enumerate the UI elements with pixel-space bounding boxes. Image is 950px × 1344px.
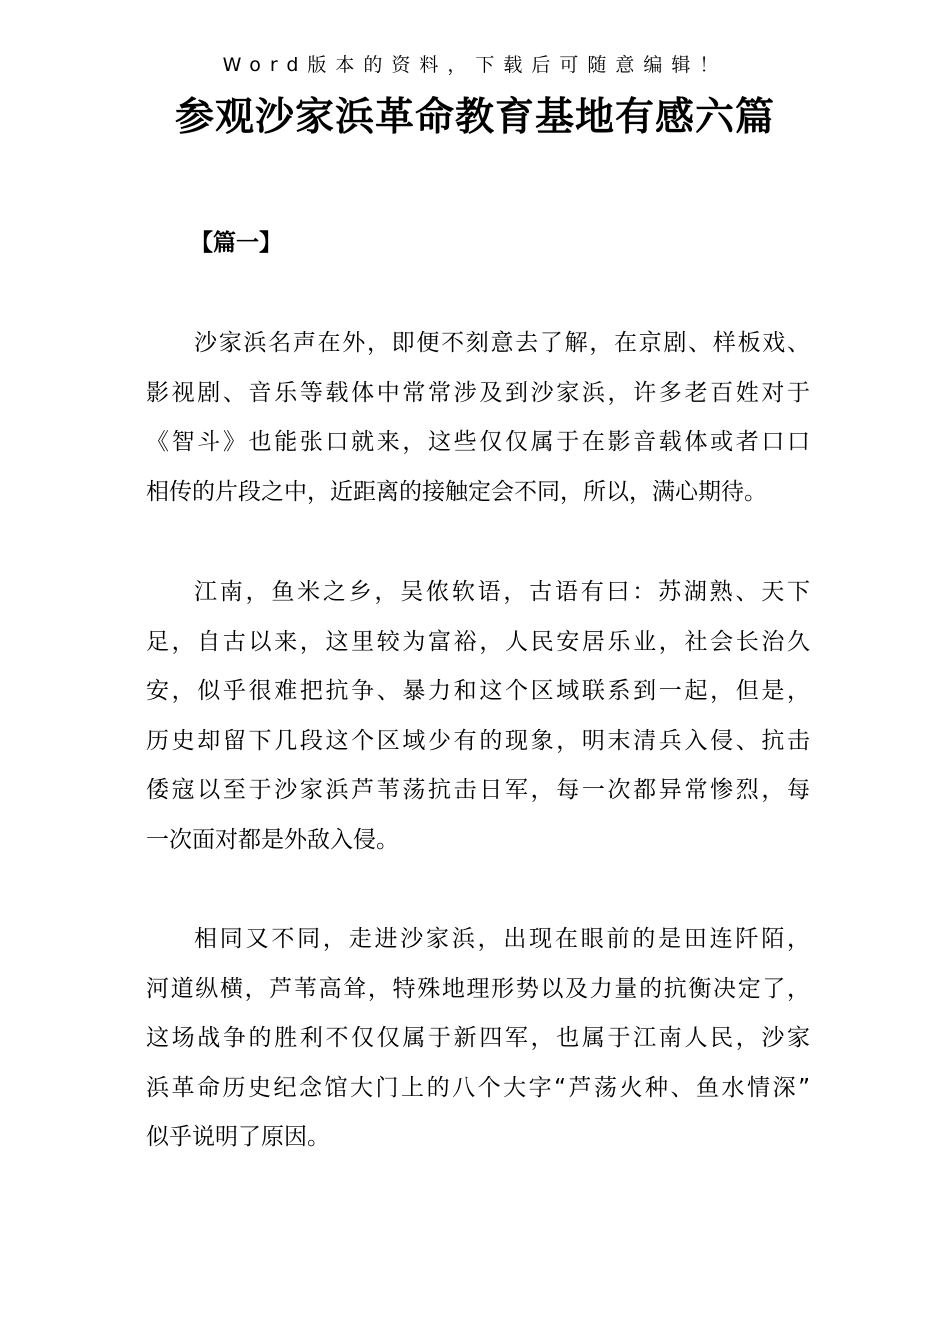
paragraph-line: 这场战争的胜利不仅仅属于新四军，也属于江南人民，沙家 (146, 1025, 810, 1052)
paragraph-line: 相同又不同，走进沙家浜，出现在眼前的是田连阡陌， (194, 926, 810, 952)
paragraph-line: 浜革命历史纪念馆大门上的八个大字“芦荡火种、鱼水情深” (146, 1074, 810, 1101)
page-title: 参观沙家浜革命教育基地有感六篇 (174, 95, 775, 140)
paragraph-2 (146, 568, 810, 866)
paragraph-line: 似乎说明了原因。 (146, 1124, 330, 1151)
paragraph-line: 江南，鱼米之乡，吴侬软语，古语有曰：苏湖熟、天下 (194, 579, 810, 605)
paragraph-line: 足，自古以来，这里较为富裕，人民安居乐业，社会长治久 (146, 628, 810, 655)
paragraph-line: 《智斗》也能张口就来，这些仅仅属于在影音载体或者口口 (146, 429, 810, 456)
paragraph-3 (146, 915, 810, 1163)
paragraph-line: 相传的片段之中，近距离的接触定会不同，所以，满心期待。 (146, 478, 767, 505)
paragraph-1 (146, 319, 810, 517)
header-note: Word版本的资料，下载后可随意编辑！ (222, 54, 728, 76)
section-heading: 【篇一】 (190, 230, 282, 256)
paragraph-line: 历史却留下几段这个区域少有的现象，明末清兵入侵、抗击 (146, 727, 810, 754)
paragraph-line: 河道纵横，芦苇高耸，特殊地理形势以及力量的抗衡决定了， (146, 975, 810, 1002)
paragraph-line: 倭寇以至于沙家浜芦苇荡抗击日军，每一次都异常惨烈，每 (146, 777, 810, 804)
paragraph-line: 影视剧、音乐等载体中常常涉及到沙家浜，许多老百姓对于 (146, 379, 810, 406)
paragraph-line: 一次面对都是外敌入侵。 (146, 826, 399, 853)
paragraph-line: 沙家浜名声在外，即便不刻意去了解，在京剧、样板戏、 (194, 330, 810, 356)
paragraph-line: 安，似乎很难把抗争、暴力和这个区域联系到一起，但是， (146, 678, 810, 705)
